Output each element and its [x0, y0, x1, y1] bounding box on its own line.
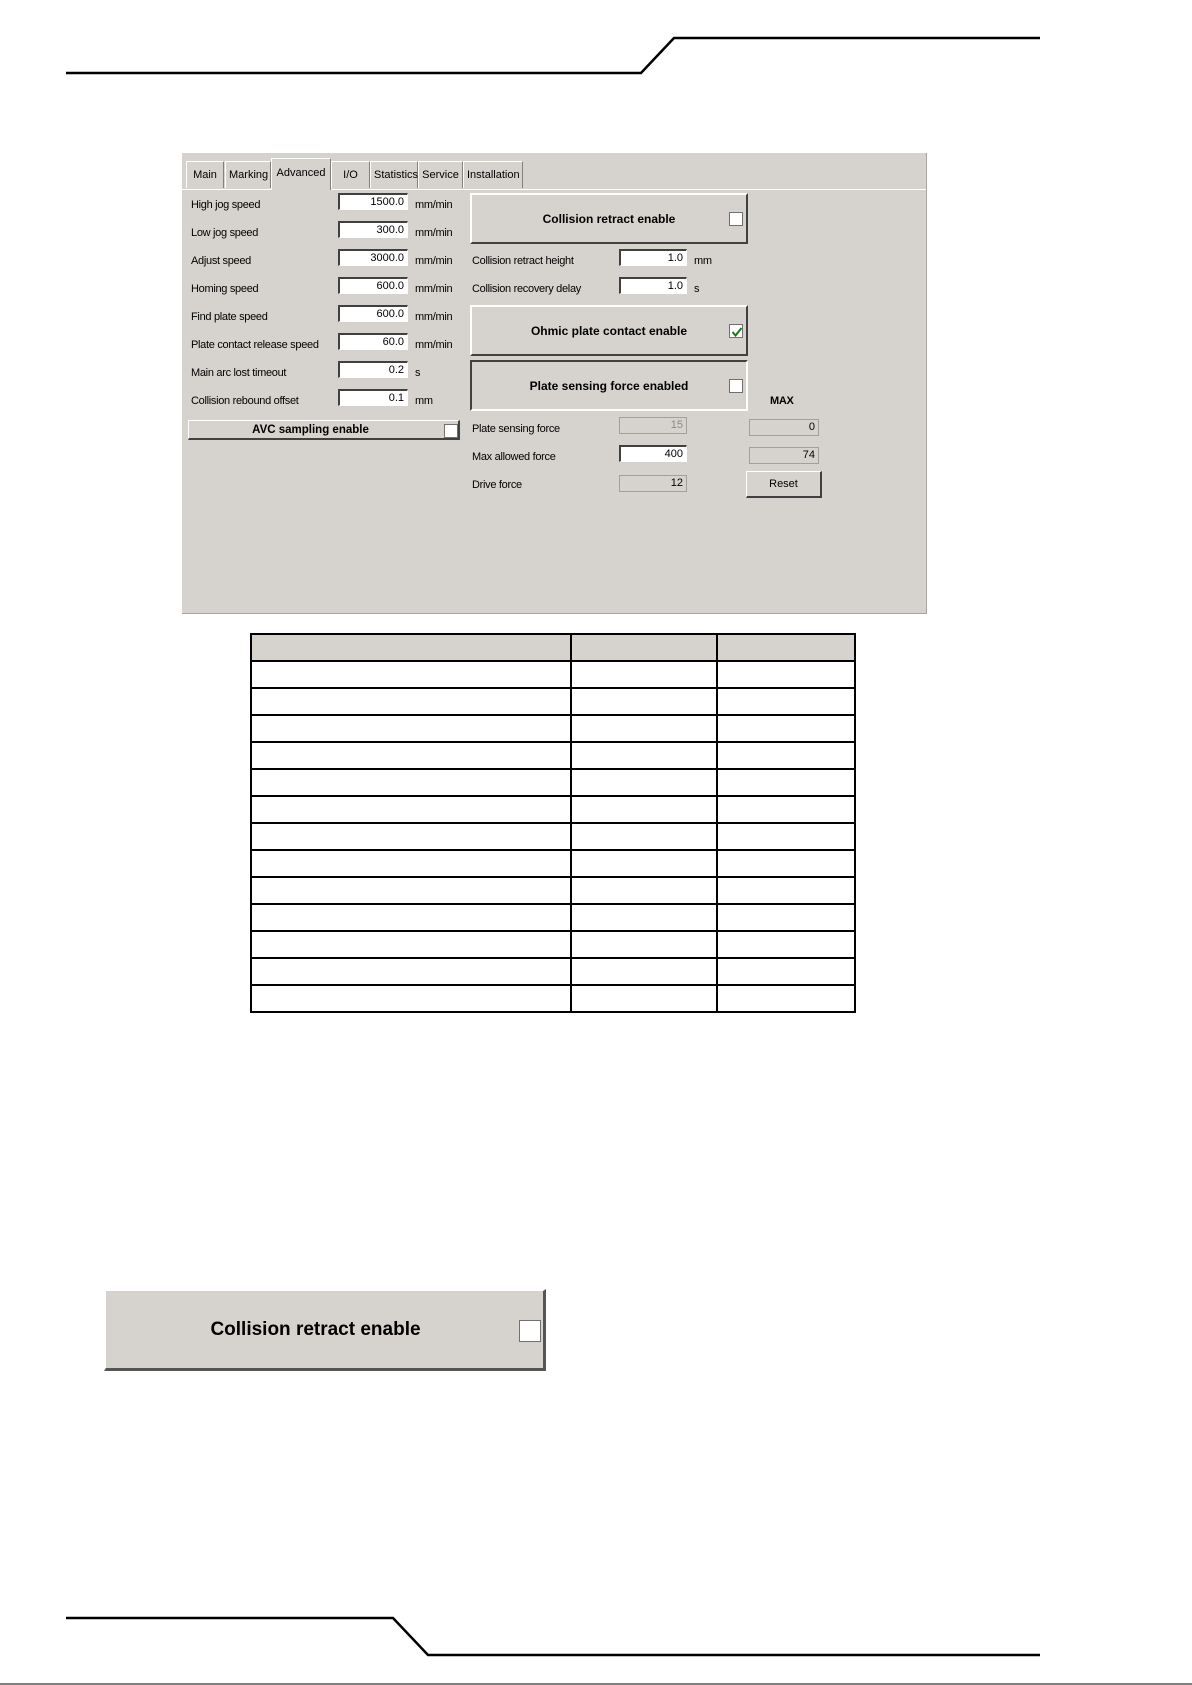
tab-installation[interactable]: Installation [463, 161, 523, 188]
field-label: Find plate speed [191, 311, 268, 323]
table-row [251, 796, 855, 823]
drive-force-display: 12 [619, 475, 687, 492]
field-label: Adjust speed [191, 255, 251, 267]
field-label: Collision rebound offset [191, 395, 299, 407]
homing-speed-input[interactable]: 600.0 [338, 277, 408, 294]
ohmic-plate-contact-checkbox[interactable] [729, 324, 743, 338]
field-unit: mm/min [415, 199, 453, 211]
avc-sampling-checkbox[interactable] [444, 424, 458, 438]
field-label: Plate contact release speed [191, 339, 319, 351]
plate-sensing-force-max: 0 [749, 419, 819, 436]
max-header: MAX [770, 395, 794, 407]
field-label: High jog speed [191, 199, 261, 211]
field-label: Low jog speed [191, 227, 259, 239]
field-label: Collision recovery delay [472, 283, 581, 295]
plate-sensing-force-label: Plate sensing force enabled [529, 378, 689, 393]
table-row [251, 688, 855, 715]
tab-service[interactable]: Service [418, 161, 463, 188]
table-row [251, 742, 855, 769]
max-allowed-force-input[interactable]: 400 [619, 445, 687, 462]
field-unit: mm/min [415, 339, 453, 351]
collision-rebound-offset-input[interactable]: 0.1 [338, 389, 408, 406]
field-label: Drive force [472, 479, 522, 491]
tab-io-bits[interactable]: I/O [331, 161, 370, 188]
field-label: Collision retract height [472, 255, 574, 267]
table-row [251, 931, 855, 958]
table-row [251, 877, 855, 904]
field-unit: mm/min [415, 283, 453, 295]
max-allowed-force-max: 74 [749, 447, 819, 464]
collision-retract-example-button[interactable] [104, 1289, 546, 1371]
table-row [251, 769, 855, 796]
table-row [251, 715, 855, 742]
field-unit: mm [694, 255, 712, 267]
field-unit: mm/min [415, 255, 453, 267]
avc-sampling-toggle[interactable] [188, 420, 460, 440]
reset-button[interactable]: Reset [746, 471, 822, 498]
collision-recovery-delay-input[interactable]: 1.0 [619, 277, 687, 294]
settings-panel [182, 153, 927, 614]
blank-table [250, 633, 856, 1013]
high-jog-speed-input[interactable]: 1500.0 [338, 193, 408, 210]
adjust-speed-input[interactable]: 3000.0 [338, 249, 408, 266]
collision-retract-toggle[interactable] [470, 193, 748, 244]
field-unit: mm/min [415, 227, 453, 239]
collision-retract-checkbox[interactable] [729, 212, 743, 226]
tab-statistics[interactable]: Statistics [370, 161, 418, 188]
tab-marking[interactable]: Marking [225, 161, 271, 188]
ohmic-plate-contact-toggle[interactable] [470, 305, 748, 356]
plate-contact-release-speed-input[interactable]: 60.0 [338, 333, 408, 350]
low-jog-speed-input[interactable]: 300.0 [338, 221, 408, 238]
table-row [251, 958, 855, 985]
field-label: Plate sensing force [472, 423, 560, 435]
field-label: Max allowed force [472, 451, 556, 463]
avc-sampling-label: AVC sampling enable [252, 424, 369, 436]
collision-retract-label: Collision retract enable [542, 211, 676, 226]
ohmic-plate-contact-label: Ohmic plate contact enable [530, 323, 688, 338]
plate-sensing-force-input: 15 [619, 417, 687, 434]
field-label: Main arc lost timeout [191, 367, 287, 379]
field-unit: s [694, 283, 700, 295]
tab-main[interactable]: Main [186, 161, 224, 188]
example-checkbox[interactable] [519, 1320, 541, 1342]
plate-sensing-force-toggle[interactable] [470, 360, 748, 411]
field-unit: s [415, 367, 421, 379]
field-label: Homing speed [191, 283, 259, 295]
collision-retract-height-input[interactable]: 1.0 [619, 249, 687, 266]
table-header-row [251, 634, 855, 661]
table-row [251, 661, 855, 688]
field-unit: mm [415, 395, 433, 407]
field-unit: mm/min [415, 311, 453, 323]
table-row [251, 904, 855, 931]
example-button-label: Collision retract enable [210, 1318, 421, 1340]
find-plate-speed-input[interactable]: 600.0 [338, 305, 408, 322]
plate-sensing-force-checkbox[interactable] [729, 379, 743, 393]
tab-advanced[interactable]: Advanced [271, 158, 331, 190]
table-row [251, 985, 855, 1012]
table-row [251, 850, 855, 877]
main-arc-lost-timeout-input[interactable]: 0.2 [338, 361, 408, 378]
check-icon [730, 325, 744, 339]
table-row [251, 823, 855, 850]
